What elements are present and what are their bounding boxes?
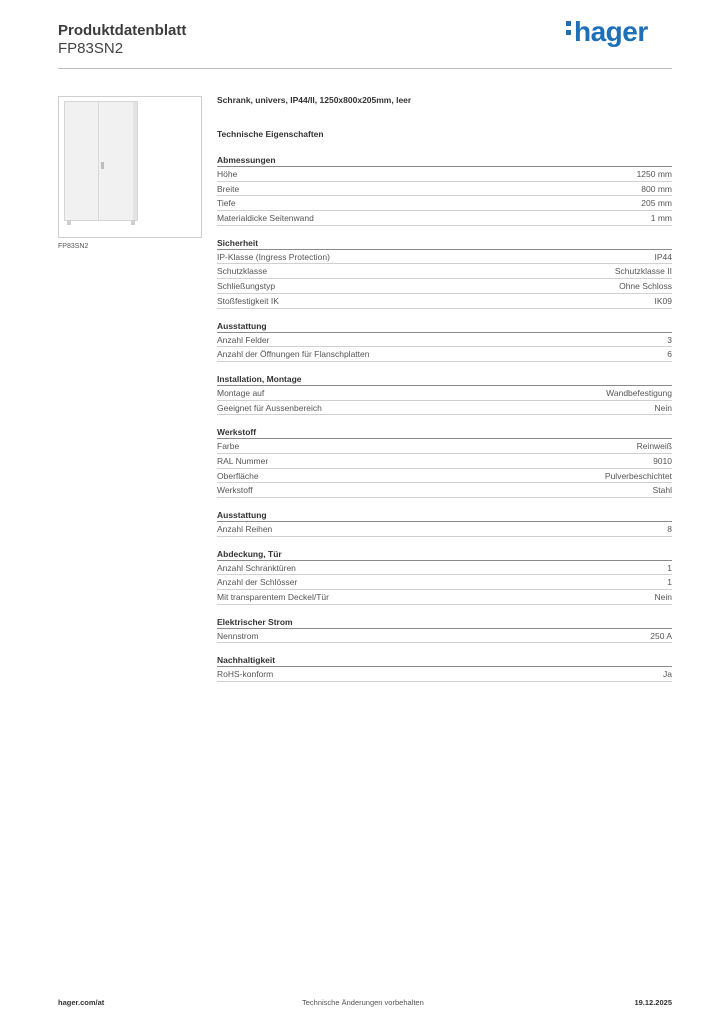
spec-row <box>217 250 672 265</box>
section-title: Abmessungen <box>217 155 672 167</box>
section-title: Elektrischer Strom <box>217 617 672 629</box>
spec-value: Nein <box>654 402 672 413</box>
spec-section <box>217 374 672 415</box>
spec-label: Geeignet für Aussenbereich <box>217 402 322 413</box>
footer-website: hager.com/at <box>58 998 105 1007</box>
logo-text: hager <box>574 16 648 47</box>
spec-row <box>217 469 672 484</box>
cabinet-illustration <box>64 101 138 221</box>
product-description: Schrank, univers, IP44/II, 1250x800x205mm, leer <box>217 95 412 105</box>
spec-label: Höhe <box>217 169 238 179</box>
spec-row <box>217 264 672 279</box>
spec-label: RoHS-konform <box>217 669 274 680</box>
spec-value: 1 mm <box>650 213 672 224</box>
spec-row <box>217 561 672 576</box>
spec-row <box>217 279 672 294</box>
spec-value: 250 A <box>650 630 672 641</box>
spec-label: Anzahl Schranktüren <box>217 562 296 573</box>
spec-value: Reinweiß <box>636 441 672 452</box>
spec-row <box>217 211 672 226</box>
spec-value: IP44 <box>654 251 672 262</box>
spec-label: Anzahl der Schlösser <box>217 577 298 588</box>
spec-section <box>217 427 672 498</box>
spec-section <box>217 238 672 309</box>
spec-label: Breite <box>217 183 240 194</box>
hager-logo <box>566 16 648 48</box>
spec-value: Wandbefestigung <box>606 387 672 398</box>
spec-row <box>217 590 672 605</box>
spec-label: Materialdicke Seitenwand <box>217 213 314 224</box>
spec-row <box>217 401 672 416</box>
spec-row <box>217 454 672 469</box>
spec-row <box>217 182 672 197</box>
spec-value: 800 mm <box>641 183 672 194</box>
spec-row <box>217 347 672 362</box>
spec-row <box>217 483 672 498</box>
spec-row <box>217 333 672 348</box>
spec-value: 1 <box>667 562 672 573</box>
logo-dots-icon <box>566 17 572 39</box>
spec-row <box>217 629 672 644</box>
section-title: Installation, Montage <box>217 374 672 386</box>
page-title: Produktdatenblatt <box>58 22 187 39</box>
spec-row <box>217 386 672 401</box>
spec-label: IP-Klasse (Ingress Protection) <box>217 251 330 262</box>
spec-value: 8 <box>667 524 672 534</box>
cabinet-foot-right <box>131 220 135 225</box>
section-title: Sicherheit <box>217 238 672 250</box>
spec-row <box>217 439 672 454</box>
spec-value: Pulverbeschichtet <box>604 470 672 481</box>
cabinet-foot-left <box>67 220 71 225</box>
spec-value: IK09 <box>654 295 672 306</box>
spec-label: Anzahl der Öffnungen für Flanschplatten <box>217 349 370 360</box>
spec-section <box>217 549 672 605</box>
product-image <box>58 96 202 238</box>
spec-label: Mit transparentem Deckel/Tür <box>217 592 329 603</box>
door-handle-icon <box>101 162 104 169</box>
spec-label: RAL Nummer <box>217 455 269 466</box>
spec-label: Anzahl Felder <box>217 334 270 345</box>
spec-section <box>217 510 672 537</box>
section-title: Werkstoff <box>217 427 672 439</box>
spec-section <box>217 155 672 226</box>
header-divider <box>58 68 672 69</box>
spec-section <box>217 617 672 644</box>
spec-value: Nein <box>654 592 672 603</box>
spec-label: Oberfläche <box>217 470 259 481</box>
spec-value: Stahl <box>652 485 672 496</box>
spec-value: 3 <box>667 334 672 345</box>
door-split <box>98 102 99 220</box>
spec-value: Ohne Schloss <box>619 281 672 292</box>
spec-value: 205 mm <box>641 198 672 209</box>
spec-label: Farbe <box>217 441 240 452</box>
tech-properties-heading: Technische Eigenschaften <box>217 129 324 139</box>
spec-value: Ja <box>663 669 672 680</box>
spec-row <box>217 196 672 211</box>
spec-row <box>217 575 672 590</box>
product-details <box>217 95 672 682</box>
spec-label: Werkstoff <box>217 485 253 496</box>
section-title: Nachhaltigkeit <box>217 655 672 667</box>
cabinet-side-shade <box>133 102 137 220</box>
spec-label: Schließungstyp <box>217 281 276 292</box>
spec-value: 1 <box>667 577 672 588</box>
section-title: Ausstattung <box>217 321 672 333</box>
footer-notice: Technische Änderungen vorbehalten <box>302 998 424 1007</box>
section-title: Ausstattung <box>217 510 672 522</box>
spec-section <box>217 321 672 362</box>
spec-value: 6 <box>667 349 672 360</box>
spec-section <box>217 655 672 682</box>
spec-row <box>217 667 672 682</box>
spec-value: 1250 mm <box>636 169 672 179</box>
spec-row <box>217 522 672 537</box>
spec-value: Schutzklasse II <box>614 266 672 277</box>
image-caption: FP83SN2 <box>58 243 89 250</box>
spec-label: Nennstrom <box>217 630 259 641</box>
spec-label: Schutzklasse <box>217 266 268 277</box>
spec-row <box>217 167 672 182</box>
spec-row <box>217 294 672 309</box>
product-code: FP83SN2 <box>58 40 124 57</box>
footer-date: 19.12.2025 <box>634 998 672 1007</box>
spec-value: 9010 <box>653 455 672 466</box>
spec-label: Stoßfestigkeit IK <box>217 295 279 306</box>
spec-label: Anzahl Reihen <box>217 524 273 534</box>
section-title: Abdeckung, Tür <box>217 549 672 561</box>
spec-sections <box>217 155 672 682</box>
spec-label: Tiefe <box>217 198 236 209</box>
spec-label: Montage auf <box>217 387 265 398</box>
